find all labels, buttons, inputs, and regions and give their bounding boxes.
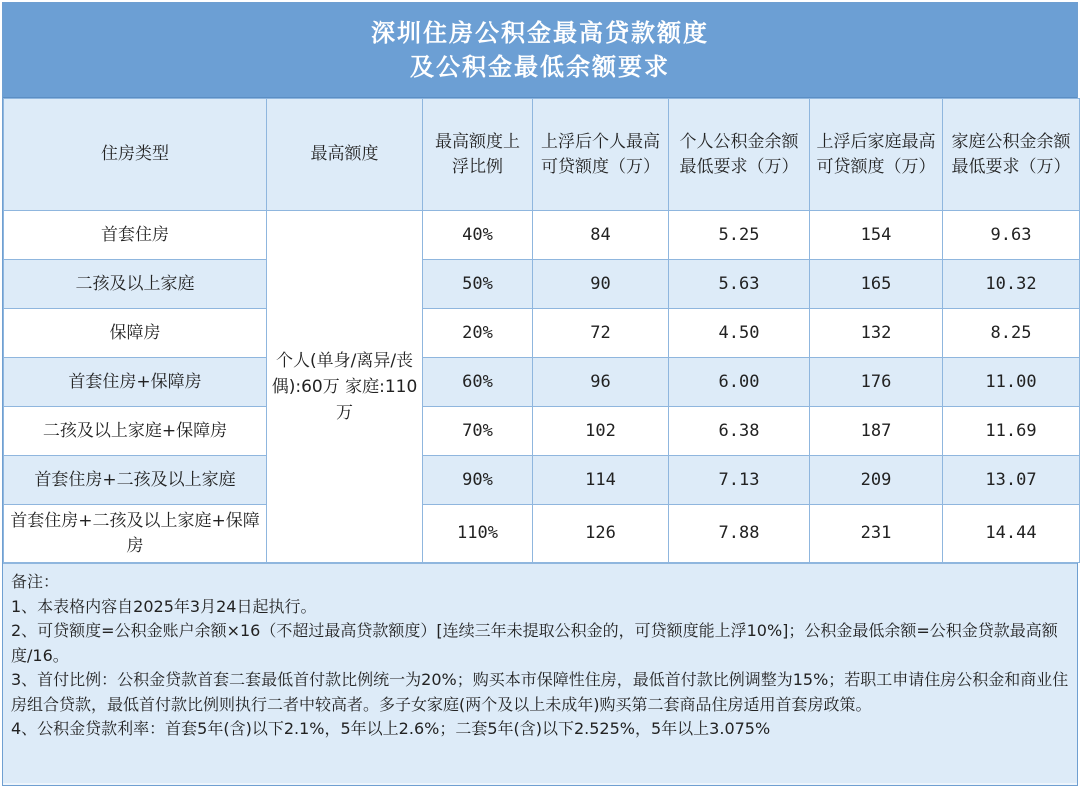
note-item: 4、公积金贷款利率：首套5年(含)以下2.1%，5年以上2.6%；二套5年(含)以下2.525%，5年以上3.075%: [11, 719, 771, 738]
cell-family-min: 8.25: [943, 309, 1080, 358]
cell-ratio: 60%: [423, 358, 533, 407]
cell-family-max: 165: [810, 260, 943, 309]
cell-family-max: 176: [810, 358, 943, 407]
cell-type: 首套住房+二孩及以上家庭: [4, 456, 267, 505]
notes-section: [3, 563, 1077, 783]
cell-family-min: 10.32: [943, 260, 1080, 309]
cell-type: 保障房: [4, 309, 267, 358]
table-row: [4, 456, 1080, 505]
cell-personal-min: 5.25: [669, 211, 810, 260]
note-item: 2、可贷额度=公积金账户余额×16（不超过最高贷款额度）[连续三年未提取公积金的，可贷额度能上浮10%]；公积金最低余额=公积金贷款最高额度/16。: [11, 621, 1058, 665]
note-item: 3、首付比例：公积金贷款首套二套最低首付款比例统一为20%；购买本市保障性住房，最低首付款比例调整为15%；若职工申请住房公积金和商业住房组合贷款，最低首付款比例则执行二者中较高者。多子女家庭(两个及以上未成年)购买第二套商品住房适用首套房政策。: [11, 670, 1069, 714]
cell-personal-max: 96: [533, 358, 669, 407]
notes-heading: 备注：: [11, 572, 60, 591]
cell-ratio: 90%: [423, 456, 533, 505]
note-item: 1、本表格内容自2025年3月24日起执行。: [11, 596, 317, 616]
cell-max-limit: 个人(单身/离异/丧偶):60万 家庭:110万: [267, 211, 423, 563]
cell-personal-min: 4.50: [669, 309, 810, 358]
cell-type: 首套住房+二孩及以上家庭+保障房: [4, 505, 267, 563]
loan-table: [3, 98, 1080, 563]
title-line-1: 深圳住房公积金最高贷款额度: [371, 19, 709, 47]
table-row: [4, 358, 1080, 407]
cell-family-max: 154: [810, 211, 943, 260]
table-row: [4, 260, 1080, 309]
cell-type: 首套住房+保障房: [4, 358, 267, 407]
cell-personal-max: 126: [533, 505, 669, 563]
cell-personal-min: 7.88: [669, 505, 810, 563]
cell-personal-max: 90: [533, 260, 669, 309]
page-title: [3, 3, 1077, 98]
cell-family-min: 13.07: [943, 456, 1080, 505]
cell-personal-max: 114: [533, 456, 669, 505]
cell-family-max: 209: [810, 456, 943, 505]
table-row: [4, 505, 1080, 563]
cell-personal-max: 72: [533, 309, 669, 358]
cell-ratio: 70%: [423, 407, 533, 456]
cell-type: 二孩及以上家庭+保障房: [4, 407, 267, 456]
cell-family-max: 187: [810, 407, 943, 456]
cell-personal-min: 6.00: [669, 358, 810, 407]
cell-ratio: 40%: [423, 211, 533, 260]
table-row: [4, 407, 1080, 456]
col-header: 个人公积金余额最低要求（万）: [669, 99, 810, 211]
col-header: 上浮后家庭最高可贷额度（万）: [810, 99, 943, 211]
cell-personal-min: 6.38: [669, 407, 810, 456]
document: [2, 2, 1078, 786]
cell-family-min: 11.00: [943, 358, 1080, 407]
cell-ratio: 50%: [423, 260, 533, 309]
cell-type: 首套住房: [4, 211, 267, 260]
cell-ratio: 20%: [423, 309, 533, 358]
cell-personal-max: 84: [533, 211, 669, 260]
cell-family-max: 132: [810, 309, 943, 358]
col-header: 家庭公积金余额最低要求（万）: [943, 99, 1080, 211]
cell-family-min: 9.63: [943, 211, 1080, 260]
cell-family-max: 231: [810, 505, 943, 563]
col-header: 住房类型: [4, 99, 267, 211]
title-line-2: 及公积金最低余额要求: [410, 53, 670, 81]
table-row: [4, 211, 1080, 260]
cell-personal-min: 5.63: [669, 260, 810, 309]
cell-personal-max: 102: [533, 407, 669, 456]
col-header: 最高额度: [267, 99, 423, 211]
cell-personal-min: 7.13: [669, 456, 810, 505]
cell-type: 二孩及以上家庭: [4, 260, 267, 309]
cell-ratio: 110%: [423, 505, 533, 563]
table-row: [4, 309, 1080, 358]
col-header: 上浮后个人最高可贷额度（万）: [533, 99, 669, 211]
table-header-row: [4, 99, 1080, 211]
col-header: 最高额度上浮比例: [423, 99, 533, 211]
cell-family-min: 14.44: [943, 505, 1080, 563]
cell-family-min: 11.69: [943, 407, 1080, 456]
